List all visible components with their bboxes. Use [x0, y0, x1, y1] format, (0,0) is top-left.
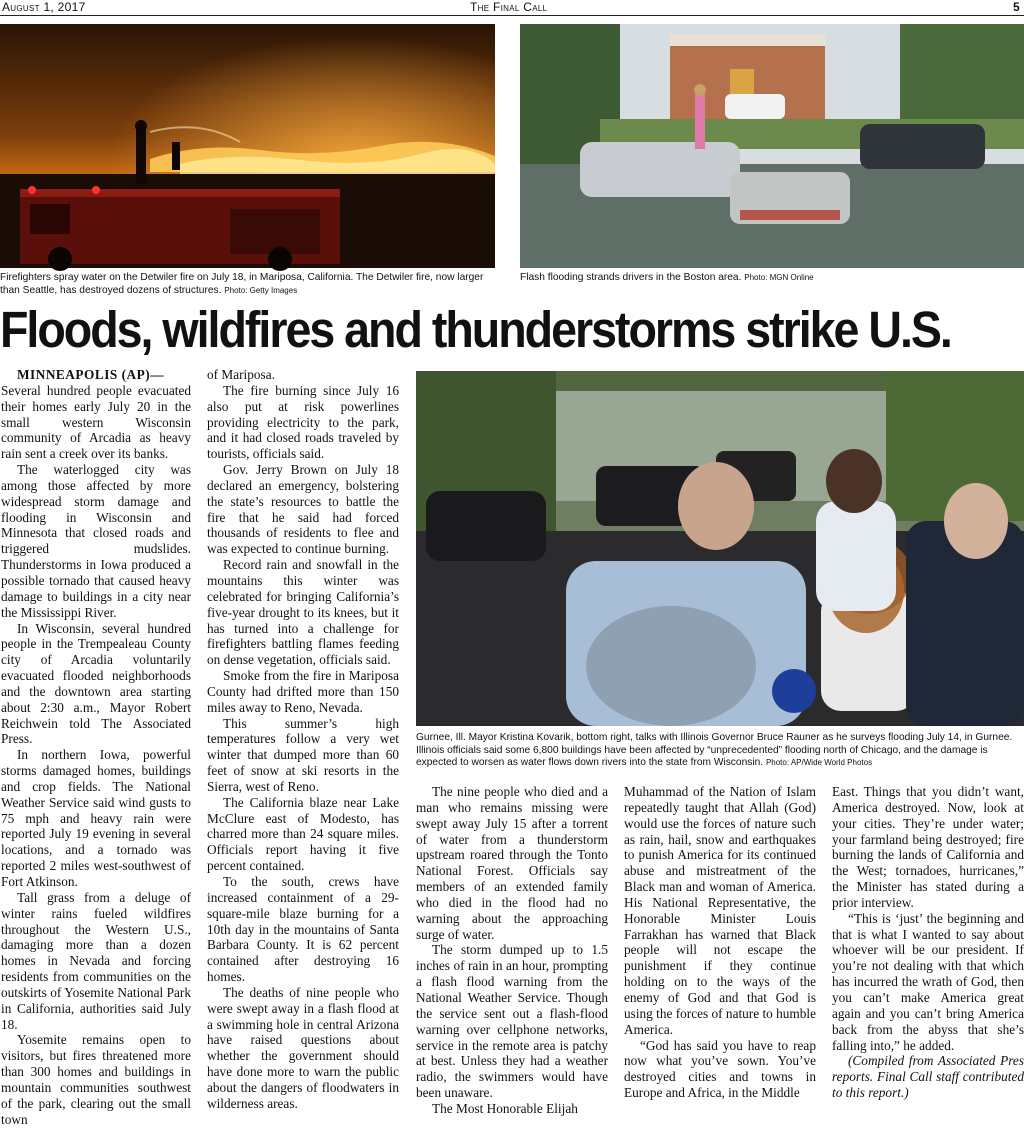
article-signoff: (Compiled from Associated Pres reports. Final Call staff contributed to this report.): [832, 1053, 1024, 1101]
article-paragraph: The nine people who died and a man who remains missing were swept away July 15 after a torrent of water from a thunderstorm upstream roared through the Tonto National Forest. Officials say members of an extended family who died in the flood had no warning about the approaching surge of water.: [416, 784, 608, 942]
article-paragraph: The Most Honorable Elijah: [432, 1100, 578, 1116]
flood-photo-caption: Flash flooding strands drivers in the Boston area. Photo: MGN Online: [520, 272, 814, 283]
article-column-3: [416, 784, 608, 1117]
article-paragraph: The storm dumped up to 1.5 inches of rain in an hour, prompting a flash flood warning from the National Weather Service. Though the service sent out a flash-flood warning over cellphone networks, service in the remote area is patchy at best. Unless they had a weather radio, the swimmers would have been unaware.: [416, 942, 608, 1101]
article-paragraph: This summer’s high temperatures follow a very wet winter that dumped more than 60 feet of snow at ski resorts in the Sierra, west of Reno.: [207, 715, 399, 794]
press-scrum-photo: [416, 371, 1024, 726]
newspaper-name: The Final Call: [470, 0, 548, 14]
page-number: 5: [1013, 0, 1020, 14]
article-paragraph: Record rain and snowfall in the mountains this winter was celebrated for bringing California’s five-year drought to its knees, but it has turned into a challenge for firefighters battling flames feeding on dense vegetation, officials said.: [207, 557, 399, 668]
article-paragraph: The waterlogged city was among those affected by more widespread storm damage and flooding in Wisconsin and Minnesota that closed roads and triggered mudslides. Thunderstorms in Iowa produced a possible tornado that caused heavy damage to buildings in a city near the Mississippi River.: [1, 462, 191, 620]
article-paragraph: “God has said you have to reap now what you’ve sown. You’ve destroyed cities and towns in Europe and Africa, in the Middle: [624, 1037, 816, 1101]
issue-date: August 1, 2017: [2, 0, 86, 14]
article-paragraph: In Wisconsin, several hundred people in the Trempealeau County city of Arcadia voluntarily evacuated flooded neighborhoods and the downtown area starting about 2:30 a.m., Mayor Robert Reichwein told The Associated Press.: [1, 620, 191, 747]
article-paragraph: Gov. Jerry Brown on July 18 declared an emergency, bolstering the state’s resources to battle the fire that he said had forced thousands of residents to flee and was expected to continue burning.: [207, 462, 399, 557]
article-paragraph: The deaths of nine people who were swept away in a flash flood at a swimming hole in central Arizona have raised questions about whether the government should have done more to warn the public about the dangers of floodwaters in wilderness areas.: [207, 984, 399, 1111]
article-paragraph: Smoke from the fire in Mariposa County had drifted more than 150 miles away to Reno, Nevada.: [207, 668, 399, 715]
article-column-2: [207, 367, 399, 1112]
article-column-5: [832, 784, 1024, 1101]
article-paragraph: Tall grass from a deluge of winter rains fueled wildfires throughout the Western U.S., damaging more than a dozen homes in Nevada and forcing residents from communities on the outskirts of Yosemite National Park in California, authorities said July 18.: [1, 889, 191, 1032]
article-dateline: MINNEAPOLIS (AP)—: [17, 367, 165, 382]
headline: Floods, wildfires and thunderstorms strike U.S.: [0, 301, 951, 358]
wildfire-photo-credit: Photo: Getty Images: [224, 285, 298, 295]
article-paragraph: To the south, crews have increased containment of a 29-square-mile blaze burning for a 10th day in the mountains of Santa Barbara County. It is 62 percent contained after destroying 16 homes.: [207, 874, 399, 985]
press-photo-credit: Photo: AP/Wide World Photos: [765, 758, 873, 767]
wildfire-photo: [0, 24, 495, 268]
press-photo-caption: Gurnee, Ill. Mayor Kristina Kovarik, bottom right, talks with Illinois Governor Bruce Rauner as he surveys flooding July 14, in Gurnee. Illinois officials said some 6,800 buildings have been affected by “unprecedented” flooding north of Chicago, and the damage is expected to worsen as water flows down rivers into the state from Wisconsin. Photo: AP/Wide World Photos: [416, 732, 1013, 768]
article-paragraph: Several hundred people evacuated their homes early July 20 in the small western Wisconsin community of Arcadia as heavy rain sent a creek over its banks.: [1, 382, 191, 462]
article-paragraph: “This is ‘just’ the beginning and that is what I wanted to say about whoever will be our president. If you’re not dealing with that which has incurred the wrath of God, then you can’t make America great again and you can’t bring America back from the abyss that she’s falling into,” he added.: [832, 910, 1024, 1053]
wildfire-photo-caption: Firefighters spray water on the Detwiler fire on July 18, in Mariposa, California. The Detwiler fire, now larger than Seattle, has destroyed dozens of structures. Photo: Getty Images: [0, 272, 484, 296]
flood-photo: [520, 24, 1024, 268]
article-paragraph: Yosemite remains open to visitors, but fires threatened more than 300 homes and buildings in mountain communities southwest of the park, clearing out the small town: [1, 1032, 191, 1127]
flood-photo-credit: Photo: MGN Online: [744, 273, 814, 282]
article-paragraph: The fire burning since July 16 also put at risk powerlines providing electricity to the park, and it had closed roads traveled by tourists, officials said.: [207, 382, 399, 462]
page-header: [0, 0, 1024, 16]
article-paragraph: of Mariposa.: [207, 367, 275, 382]
article-paragraph: East. Things that you didn’t want, America destroyed. Now, look at your cities. They’re under water; your farmland being destroyed; fire burning the lands of California and the West; tornadoes, hurricanes,” the Minister has stated during a prior interview.: [832, 784, 1024, 910]
article-column-4: [624, 784, 816, 1101]
article-paragraph: The California blaze near Lake McClure east of Modesto, has charred more than 24 square miles. Officials report having it five percent contained.: [207, 794, 399, 874]
article-paragraph: In northern Iowa, powerful storms damaged homes, buildings and crop fields. The National Weather Service said wind gusts to 75 mph and heavy rain were reported July 19 evening in several locations, and a tornado was reported 2 miles west-southwest of Fort Atkinson.: [1, 747, 191, 889]
article-paragraph: Muhammad of the Nation of Islam repeatedly taught that Allah (God) would use the forces of nature such as rain, hail, snow and earthquakes to punish America for its continued abuse and mistreatment of the Black man and woman of America. His National Representative, the Honorable Minister Louis Farrakhan has warned that Black people will not escape the punishment if they continue holding on to the ways of the enemy of God and that God is using the forces of nature to humble America.: [624, 784, 817, 1037]
article-column-1: [1, 367, 191, 1128]
